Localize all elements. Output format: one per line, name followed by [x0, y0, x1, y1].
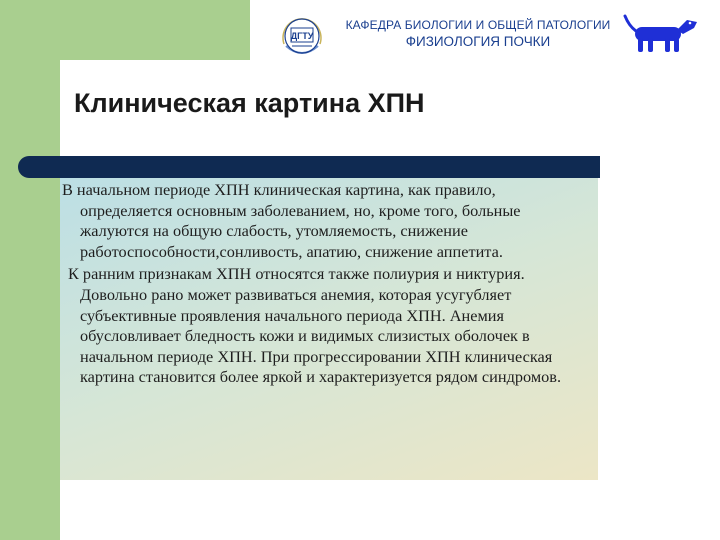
- university-emblem-icon: [278, 10, 326, 62]
- lecture-topic: ФИЗИОЛОГИЯ ПОЧКИ: [405, 34, 551, 49]
- department-name: КАФЕДРА БИОЛОГИИ И ОБЩЕЙ ПАТОЛОГИИ: [345, 18, 611, 32]
- top-decor-block: [60, 0, 250, 60]
- paragraph-early-signs: К ранним признакам ХПН относятся также полиурия и никтурия. Довольно рано может развиваться анемия, которая усугубляет субъективные проявления начального периода ХПН. Анемия обусловливает бледность кожи и видимых слизистых оболочек в начальном периоде ХПН. При прогрессировании ХПН клиническая картина становится более яркой и характеризуется рядом синдромов.: [68, 264, 562, 387]
- content-text-box: [60, 178, 598, 480]
- paragraph-initial-period: В начальном периоде ХПН клиническая картина, как правило, определяется основным заболеванием, но, кроме того, больные жалуются на общую слабость, утомляемость, снижение работоспособности,сонливость, апатию, снижение аппетита.: [62, 180, 521, 261]
- logo-text: ДГТУ: [290, 31, 314, 41]
- left-decor-strip: [0, 0, 60, 540]
- title-divider-bar: [18, 156, 600, 178]
- slide-title: Клиническая картина ХПН: [74, 88, 425, 118]
- dachshund-icon: [621, 12, 699, 56]
